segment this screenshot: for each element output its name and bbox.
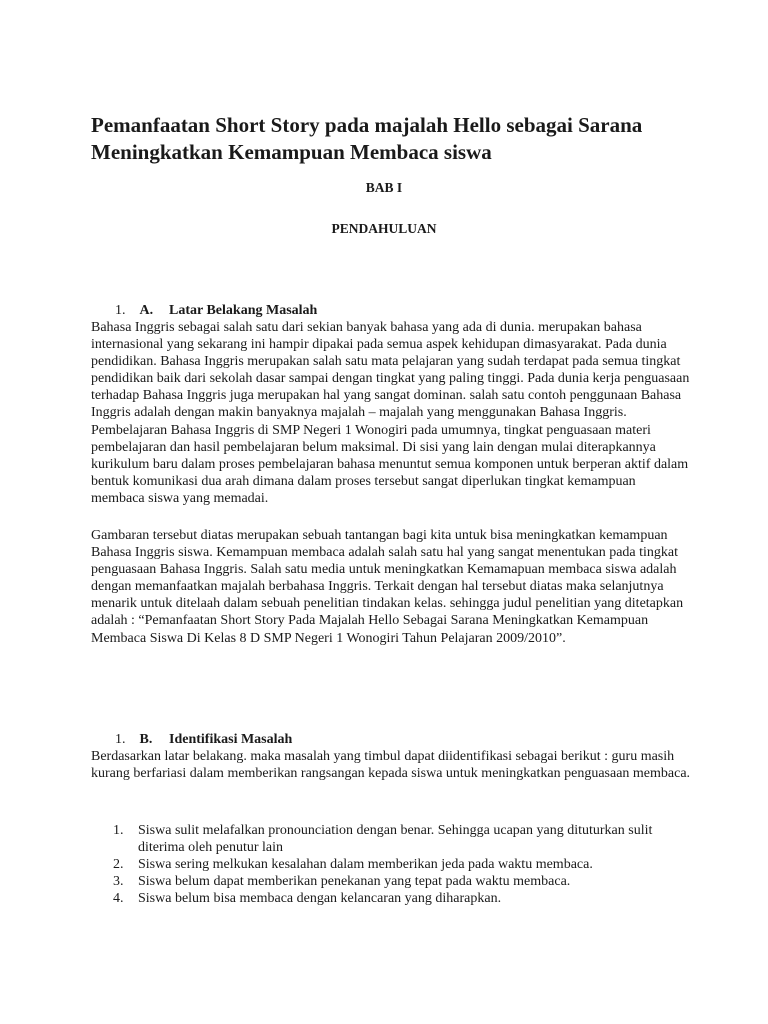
list-item (91, 856, 691, 873)
document-title: Pemanfaatan Short Story pada majalah Hello sebagai Sarana Meningkatkan Kemampuan Membaca siswa (91, 113, 643, 164)
problem-list (91, 822, 691, 907)
list-item-number: 4. (113, 891, 124, 907)
section-a-heading (115, 302, 317, 320)
section-b-heading (115, 731, 292, 749)
list-item-number: 1. (113, 823, 124, 838)
identification-paragraph: Berdasarkan latar belakang. maka masalah yang timbul dapat diidentifikasi sebagai berikut : guru masih kurang berfariasi dalam memberikan rangsangan kepada siswa untuk meningkatkan penguasaan membaca. (91, 749, 691, 782)
section-b-letter: B. (139, 732, 153, 747)
section-a-number: 1. (115, 303, 126, 318)
list-item-number: 3. (113, 874, 124, 890)
list-item (91, 822, 691, 856)
chapter-title: PENDAHULUAN (331, 221, 437, 236)
list-item-number: 2. (113, 857, 124, 873)
section-a-title: Latar Belakang Masalah (169, 303, 318, 318)
list-item-text: Siswa belum dapat memberikan penekanan yang tepat pada waktu membaca. (138, 874, 571, 890)
section-b-title: Identifikasi Masalah (169, 732, 293, 747)
list-item-text: Siswa belum bisa membaca dengan kelancaran yang diharapkan. (138, 891, 502, 907)
section-b-number: 1. (115, 732, 126, 747)
list-item (91, 873, 691, 890)
list-item-text: Siswa sering melkukan kesalahan dalam memberikan jeda pada waktu membaca. (138, 857, 593, 873)
list-item-text: Siswa sulit melafalkan pronounciation dengan benar. Sehingga ucapan yang dituturkan sulit diterima oleh penutur lain (138, 823, 653, 856)
chapter-label: BAB I (365, 180, 403, 195)
background-paragraph-2: Gambaran tersebut diatas merupakan sebuah tantangan bagi kita untuk bisa meningkatkan kemampuan Bahasa Inggris siswa. Kemampuan membaca adalah salah satu hal yang sangat menentukan pada tingkat penguasaan Bahasa Inggris. Salah satu media untuk meningkatkan Kemamapuan membaca siswa adalah dengan memanfaatkan majalah berbahasa Inggris. Terkait dengan hal tersebut diatas maka selanjutnya menarik untuk ditelaah dalam sebuah penelitian tindakan kelas. sehingga judul penelitian yang ditetapkan adalah : “Pemanfaatan Short Story Pada Majalah Hello Sebagai Sarana Meningkatkan Kemampuan Membaca Siswa Di Kelas 8 D SMP Negeri 1 Wonogiri Tahun Pelajaran 2009/2010”. (91, 528, 684, 646)
list-item (91, 890, 691, 907)
section-a-letter: A. (139, 303, 154, 318)
background-paragraph-1: Bahasa Inggris sebagai salah satu dari sekian banyak bahasa yang ada di dunia. merupakan bahasa internasional yang sekarang ini hampir dipakai pada semua aspek kehidupan dimasyarakat. Pada dunia pendidikan. Bahasa Inggris merupakan salah satu mata pelajaran yang sudah terdapat pada semua tingkat pendidikan baik dari sekolah dasar sampai dengan tingkat yang paling tinggi. Pada dunia kerja penguasaan terhadap Bahasa Inggris juga merupakan hal yang sangat dominan. salah satu contoh penggunaan Bahasa Inggris adalah dengan makin banyaknya majalah – majalah yang menggunakan Bahasa Inggris. Pembelajaran Bahasa Inggris di SMP Negeri 1 Wonogiri pada umumnya, tingkat penguasaan materi pembelajaran dan hasil pembelajaran belum maksimal. Di sisi yang lain dengan mulai diterapkannya kurikulum baru dalam proses pembelajaran bahasa menuntut semua komponen untuk berperan aktif dalam bentuk komunikasi dua arah dimana dalam proses tersebut sangat diperlukan tingkat kemampuan membaca siswa yang memadai. (91, 320, 690, 506)
